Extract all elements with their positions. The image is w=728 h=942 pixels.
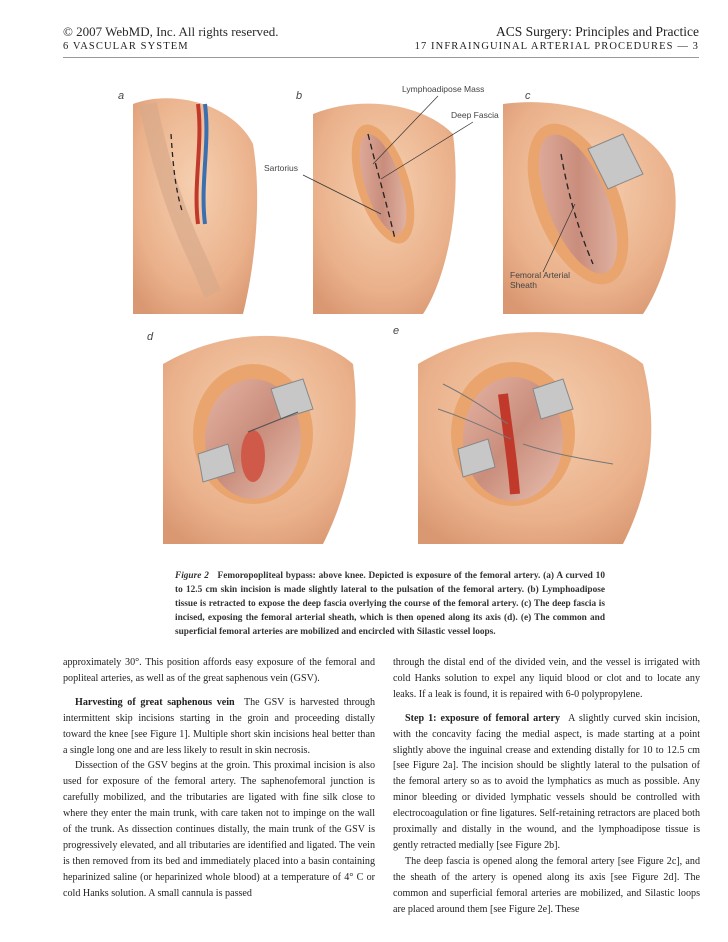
paragraph: Step 1: exposure of femoral artery A slightly curved skin incision, with the concavity facing the medial aspect, is made starting at a point slightly above the inguinal crease and extending distally for 10 to 12.5 cm [see Figure 2a]. The incision should be slightly lateral to the pulsation of the femoral artery so as to avoid the lymphatics as much as possible. Any minor bleeding or divided lymphatic vessels should be controlled with electrocoagulation or fine ligatures. Self-retaining retractors are placed both proximally and distally in the wound, and the lymphoadipose tissue is gently retracted medially [see Figure 2b]. bbox=[393, 712, 701, 851]
subheading: Step 1: exposure of femoral artery bbox=[405, 712, 561, 724]
paragraph: Harvesting of great saphenous vein The GSV is harvested through intermittent skip incisions starting in the groin and proceeding distally toward the knee [see Figure 1]. Multiple short skin incisions heal better than a single long one and are less likely to result in skin necrosis. bbox=[63, 696, 376, 756]
figure-caption bbox=[175, 569, 605, 639]
label-sartorius: Sartorius bbox=[264, 163, 299, 173]
panel-a-drawing bbox=[133, 98, 257, 314]
subheading: Harvesting of great saphenous vein bbox=[75, 696, 235, 708]
figure-number: Figure 2 bbox=[175, 571, 209, 581]
panel-label-a: a bbox=[118, 90, 125, 102]
label-deep-fascia: Deep Fascia bbox=[451, 110, 499, 120]
panel-e-drawing bbox=[418, 332, 651, 544]
label-sheath: Sheath bbox=[510, 280, 537, 290]
header-rule bbox=[63, 57, 699, 58]
paragraph: The deep fascia is opened along the femoral artery [see Figure 2c], and the sheath of the artery is opened along its axis [see Figure 2d]. The common and superficial femoral arteries are mobilized, and Silastic loops are placed around them [see Figure 2e]. These bbox=[393, 855, 700, 915]
left-column bbox=[63, 655, 375, 902]
header-book-title: ACS Surgery: Principles and Practice bbox=[496, 24, 699, 39]
panel-d-drawing bbox=[163, 336, 356, 544]
header-copyright: © 2007 WebMD, Inc. All rights reserved. bbox=[63, 24, 279, 39]
right-column bbox=[393, 655, 700, 918]
header-chapter: 17 INFRAINGUINAL ARTERIAL PROCEDURES — 3 bbox=[414, 41, 699, 52]
figure-caption-text: Femoropopliteal bypass: above knee. Depicted is exposure of the femoral artery. (a) A curved 10 to 12.5 cm skin incision is made slightly lateral to the pulsation of the femoral artery. (b) Lymphoadipose tissue is retracted to expose the deep fascia overlying the course of the femoral artery. (c) The deep fascia is incised, exposing the femoral arterial sheath, which is then opened along its axis (d). (e) The common and superficial femoral arteries are mobilized and encircled with Silastic vessel loops. bbox=[175, 571, 605, 637]
surgical-illustration bbox=[63, 64, 699, 554]
panel-label-c: c bbox=[525, 90, 531, 102]
panel-label-d: d bbox=[147, 331, 154, 343]
paragraph: approximately 30°. This position affords easy exposure of the femoral and popliteal arteries, as well as of the great saphenous vein (GSV). bbox=[63, 657, 375, 684]
header-section: 6 VASCULAR SYSTEM bbox=[63, 41, 189, 52]
panel-label-e: e bbox=[393, 325, 400, 337]
panel-b-drawing bbox=[313, 104, 456, 314]
paragraph: through the distal end of the divided vein, and the vessel is irrigated with cold Hanks solution to expel any liquid blood or clot and to locate any leaks. If a leak is found, it is repaired with 6-0 polypropylene. bbox=[393, 657, 700, 700]
label-femoral-arterial: Femoral Arterial bbox=[510, 270, 570, 280]
label-lymphoadipose-mass: Lymphoadipose Mass bbox=[402, 84, 485, 94]
paragraph: Dissection of the GSV begins at the groin. This proximal incision is also used for exposure of the femoral artery. The saphenofemoral junction is carefully mobilized, and the tributaries are ligated with fine silk close to where they enter the main trunk, with care taken not to impinge on the wall of the trunk. As dissection continues distally, the main trunk of the GSV is progressively elevated, and all tributaries are identified and ligated. The vein is then removed from its bed and immediately placed into a basin containing heparinized saline (or heparinized whole blood) at a temperature of 4° C or cold Hanks solution. A small cannula is passed bbox=[63, 760, 375, 899]
panel-label-b: b bbox=[296, 90, 303, 102]
